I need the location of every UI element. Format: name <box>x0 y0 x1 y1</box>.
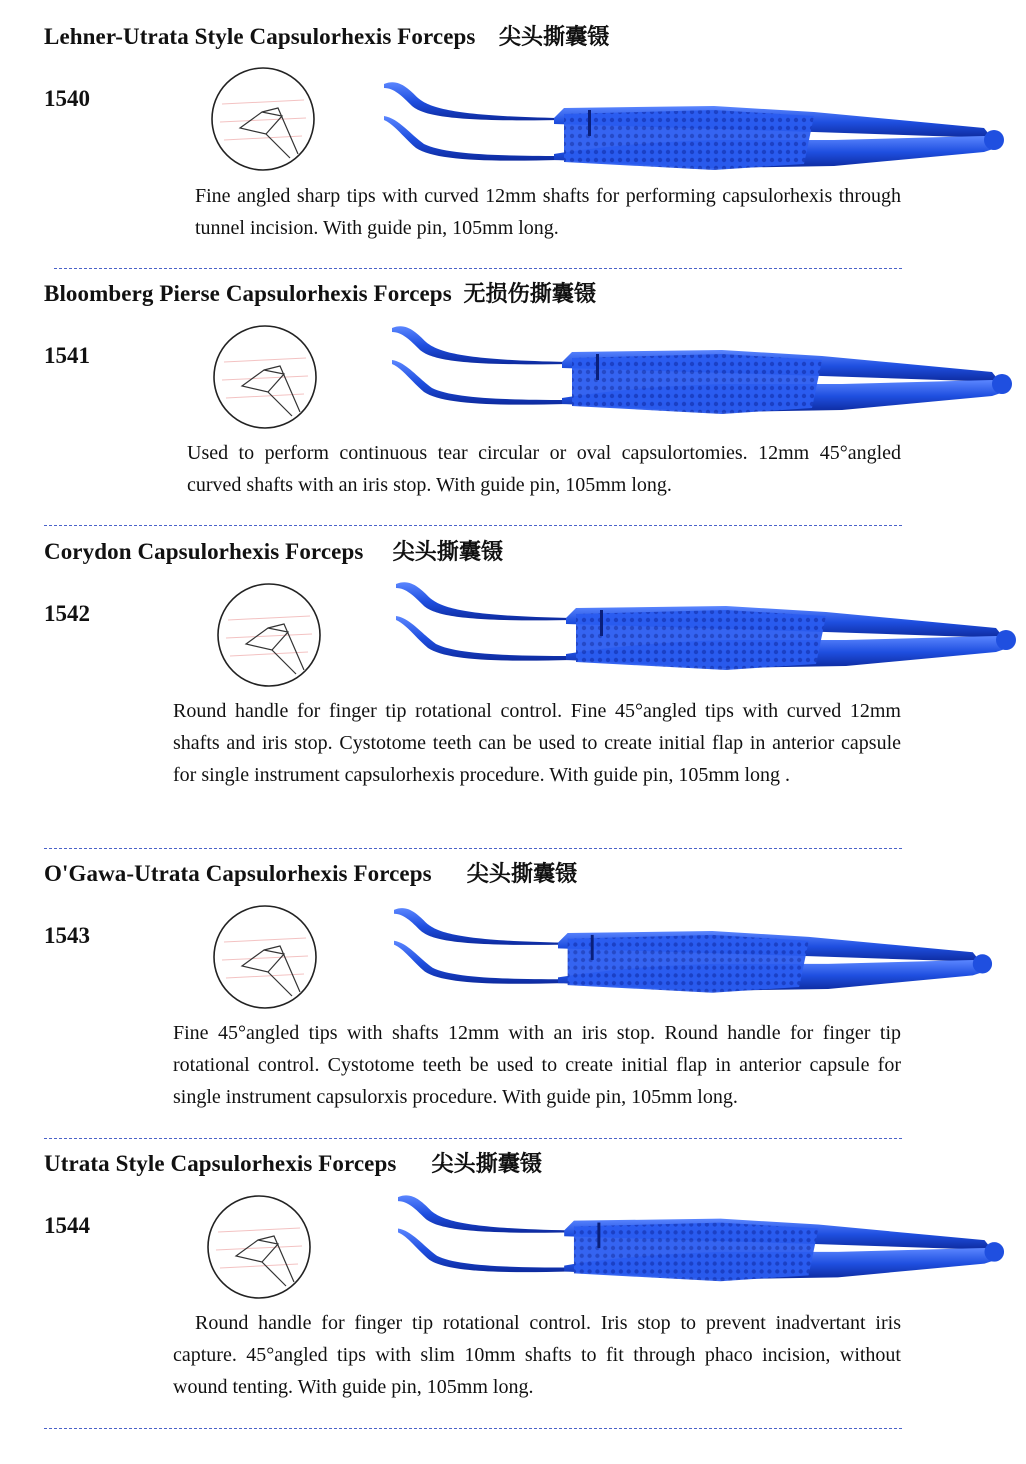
forceps-tool-icon <box>384 76 1006 196</box>
product-code: 1542 <box>44 601 90 626</box>
forceps-tip-detail-icon <box>206 1194 312 1300</box>
product-title-cn: 尖头撕囊镊 <box>498 25 610 50</box>
product-description: Fine 45°angled tips with shafts 12mm with an iris stop. Round handle for finger tip rotational control. Cystotome teeth be used to create initial flap in anterior capsule for single instrument capsulorxis procedure. With guide pin, 105mm long. <box>173 1022 901 1108</box>
forceps-tip-detail-icon <box>216 582 322 688</box>
divider <box>44 1138 902 1139</box>
forceps-tool-icon <box>396 576 1018 696</box>
product-code: 1544 <box>44 1213 90 1238</box>
product-title-cn: 无损伤撕囊镊 <box>463 282 597 307</box>
product-description: Used to perform continuous tear circular or oval capsulortomies. 12mm 45°angled curved shafts with an iris stop. With guide pin, 105mm long. <box>187 442 901 496</box>
product-description: Round handle for finger tip rotational control. Fine 45°angled tips with curved 12mm shafts and iris stop. Cystotome teeth can be used to create initial flap in anterior capsule for single instrument capsulorhexis procedure. With guide pin, 105mm long . <box>173 700 901 786</box>
product-code: 1540 <box>44 86 90 111</box>
forceps-tip-detail-icon <box>212 324 318 430</box>
forceps-tip-detail-icon <box>210 66 316 172</box>
forceps-tip-detail-icon <box>212 904 318 1010</box>
product-title: O'Gawa-Utrata Capsulorhexis Forceps 尖头撕囊镊 <box>44 861 578 887</box>
product-code: 1543 <box>44 923 90 948</box>
product-title-cn: 尖头撕囊镊 <box>431 1152 543 1177</box>
product-title: Corydon Capsulorhexis Forceps 尖头撕囊镊 <box>44 539 504 565</box>
product-title: Lehner-Utrata Style Capsulorhexis Forceps 尖头撕囊镊 <box>44 24 610 50</box>
divider <box>44 1428 902 1429</box>
product-description: Fine angled sharp tips with curved 12mm shafts for performing capsulorhexis through tunnel incision. With guide pin, 105mm long. <box>195 185 901 239</box>
forceps-tool-icon <box>398 1188 1006 1308</box>
forceps-tool-icon <box>392 320 1014 440</box>
forceps-tool-icon <box>394 900 994 1020</box>
product-title-cn: 尖头撕囊镊 <box>466 862 578 887</box>
divider <box>54 268 902 269</box>
product-description: Round handle for finger tip rotational control. Iris stop to prevent inadvertant iris capture. 45°angled tips with slim 10mm shafts to fit through phaco incision, without wound tenting. With guide pin, 105mm long. <box>173 1312 901 1398</box>
divider <box>44 848 902 849</box>
divider <box>44 525 902 526</box>
product-title: Utrata Style Capsulorhexis Forceps 尖头撕囊镊 <box>44 1151 543 1177</box>
product-title: Bloomberg Pierse Capsulorhexis Forceps 无损伤撕囊镊 <box>44 281 597 307</box>
product-title-cn: 尖头撕囊镊 <box>392 540 504 565</box>
product-code: 1541 <box>44 343 90 368</box>
